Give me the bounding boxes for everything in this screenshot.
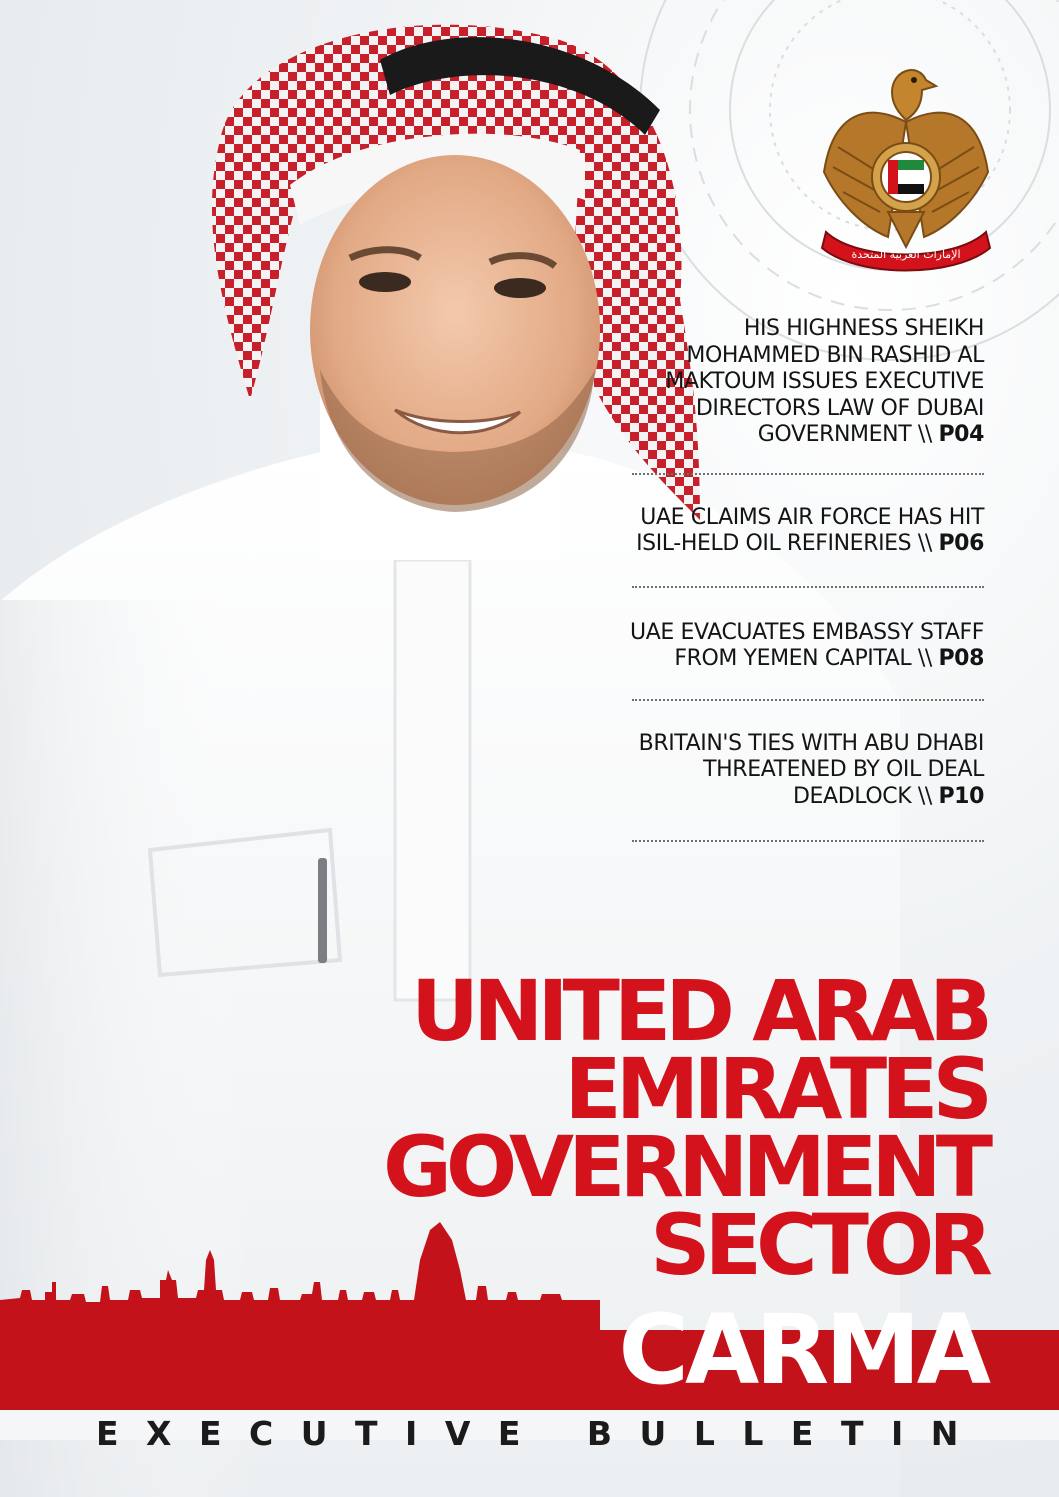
headline-text: UAE CLAIMS AIR FORCE HAS HIT ISIL-HELD OIL REFINERIES <box>636 504 984 556</box>
title-line: UNITED ARAB <box>410 962 987 1060</box>
headline-3[interactable] <box>604 620 984 673</box>
bulletin-subtitle: EXECUTIVE BULLETIN <box>96 1414 986 1453</box>
headline-separator: \\ <box>911 531 939 556</box>
title-line: EMIRATES <box>564 1040 987 1138</box>
headline-separator: \\ <box>911 783 939 809</box>
headline-4[interactable] <box>604 731 984 811</box>
title-line: SECTOR <box>650 1196 987 1294</box>
headline-page: P10 <box>938 783 984 809</box>
headline-separator: \\ <box>911 422 939 447</box>
headline-divider <box>632 840 984 842</box>
headline-text: BRITAIN'S TIES WITH ABU DHABI THREATENED BY OIL DEAL DEADLOCK <box>638 730 984 809</box>
headlines-list <box>604 316 984 842</box>
headline-text: HIS HIGHNESS SHEIKH MOHAMMED BIN RASHID AL MAKTOUM ISSUES EXECUTIVE DIRECTORS LAW OF DUBAI GOVERNMENT <box>665 316 984 447</box>
headline-divider <box>632 699 984 701</box>
headline-page: P06 <box>938 531 984 556</box>
brand-logo: CARMA <box>618 1294 987 1406</box>
uae-falcon-emblem-icon <box>818 52 994 274</box>
headline-page: P04 <box>938 422 984 447</box>
headline-1[interactable] <box>604 316 984 449</box>
headline-page: P08 <box>938 646 984 671</box>
title-line: GOVERNMENT <box>382 1118 987 1216</box>
headline-divider <box>632 586 984 588</box>
headline-separator: \\ <box>911 646 939 671</box>
headline-divider <box>632 473 984 475</box>
emblem-ribbon-text: الإمارات العربية المتحدة <box>851 248 961 261</box>
headline-2[interactable] <box>604 505 984 558</box>
headline-text: UAE EVACUATES EMBASSY STAFF FROM YEMEN CAPITAL <box>630 619 984 671</box>
